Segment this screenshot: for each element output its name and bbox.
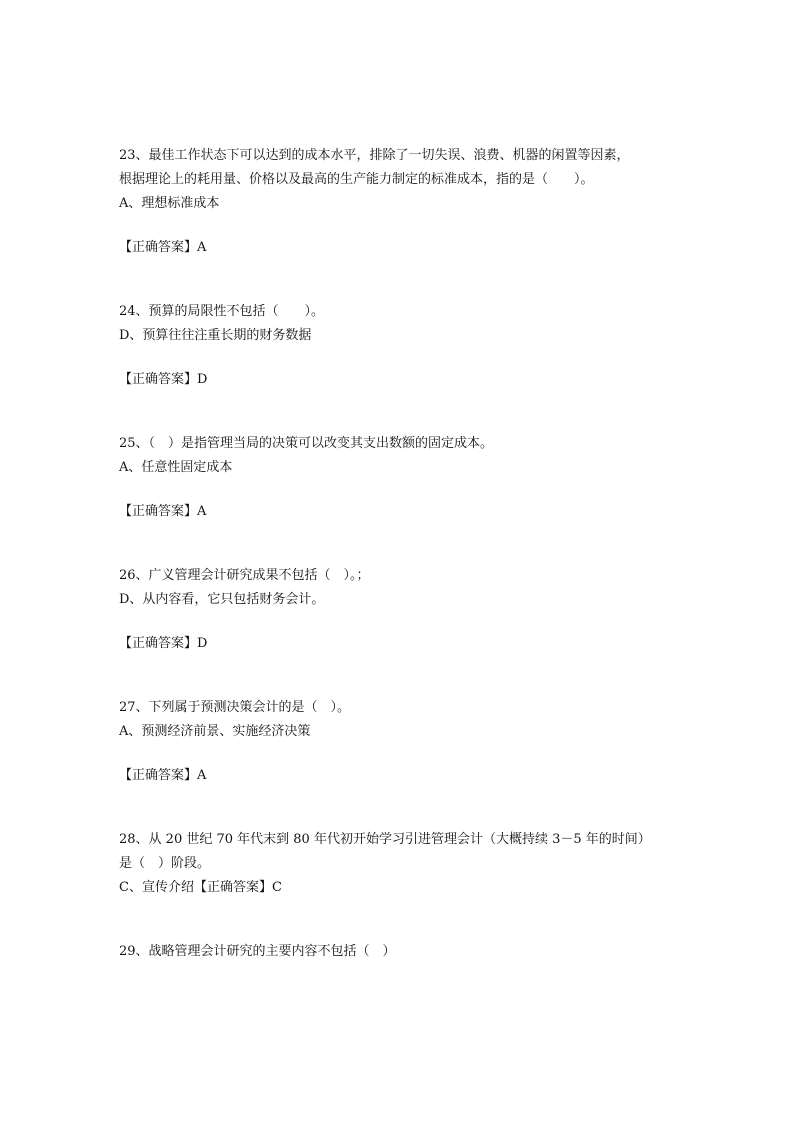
question-text: 27、下列属于预测决策会计的是（ ）。: [119, 700, 351, 715]
question-26: [119, 564, 679, 656]
question-27: [119, 696, 679, 788]
question-text: 23、最佳工作状态下可以达到的成本水平，排除了一切失误、浪费、机器的闲置等因素，: [119, 148, 630, 163]
question-text: 26、广义管理会计研究成果不包括（ ）。；: [119, 568, 370, 583]
question-text: 25、（ ）是指管理当局的决策可以改变其支出数额的固定成本。: [119, 436, 494, 451]
answer-option: C、宣传介绍【正确答案】C: [119, 880, 282, 895]
answer-option: A、任意性固定成本: [119, 460, 233, 475]
question-29: [119, 940, 679, 964]
question-text: 24、预算的局限性不包括（ ）。: [119, 304, 325, 319]
question-25: [119, 432, 679, 524]
question-text: 是（ ）阶段。: [119, 856, 211, 871]
answer-option: D、从内容看，它只包括财务会计。: [119, 592, 325, 607]
answer-option: D、预算往往注重长期的财务数据: [119, 328, 312, 343]
question-text: 29、战略管理会计研究的主要内容不包括（ ）: [119, 944, 396, 959]
correct-answer: 【正确答案】D: [119, 636, 208, 651]
correct-answer: 【正确答案】A: [119, 768, 207, 783]
question-24: [119, 300, 679, 392]
answer-option: A、理想标准成本: [119, 196, 220, 211]
answer-option: A、预测经济前景、实施经济决策: [119, 724, 311, 739]
correct-answer: 【正确答案】A: [119, 504, 207, 519]
question-23: [119, 144, 679, 260]
question-28: [119, 828, 679, 900]
question-text: 28、从 20 世纪 70 年代末到 80 年代初开始学习引进管理会计（大概持续 3－5 年的时间）: [119, 832, 651, 847]
question-text: 根据理论上的耗用量、价格以及最高的生产能力制定的标准成本，指的是（ ）。: [119, 172, 594, 187]
question-list: [119, 144, 679, 964]
correct-answer: 【正确答案】A: [119, 240, 207, 255]
correct-answer: 【正确答案】D: [119, 372, 208, 387]
